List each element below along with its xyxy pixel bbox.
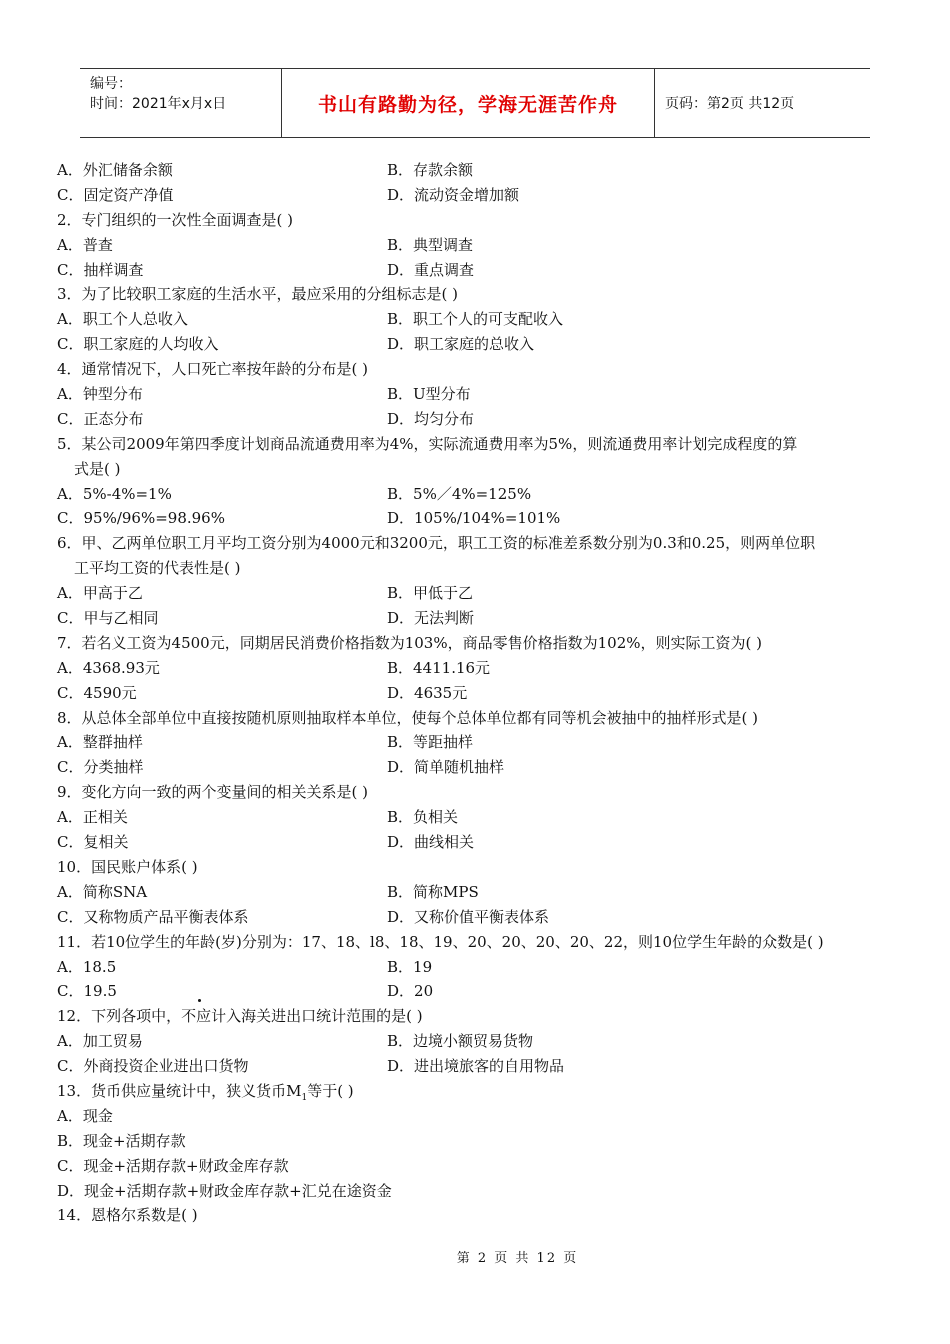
option-right: B．职工个人的可支配收入 (387, 310, 564, 329)
option-left: A．外汇储备余额 (57, 161, 173, 179)
emphasis-dot (198, 999, 201, 1002)
option-right: B．4411.16元 (387, 658, 491, 677)
question-line: B．现金+活期存款 (57, 1131, 186, 1150)
option-right: B．负相关 (387, 808, 459, 827)
option-left: A．钟型分布 (57, 385, 143, 404)
question-line: 2．专门组织的一次性全面调查是( ) (57, 210, 294, 229)
option-right: D．105%/104%=101% (387, 509, 561, 528)
option-row (57, 1054, 907, 1079)
question-line: 11．若10位学生的年龄(岁)分别为：17、18、l8、18、19、20、20、20、20、22，则10位学生年龄的众数是( ) (57, 932, 824, 951)
option-right: B．U型分布 (387, 385, 471, 404)
option-left: A．正相关 (57, 808, 128, 827)
option-row (57, 880, 907, 905)
number-label: 编号： (90, 76, 132, 92)
option-row (57, 755, 907, 780)
option-right: B．简称MPS (387, 882, 479, 901)
option-row (57, 830, 907, 855)
option-left: C．4590元 (57, 683, 137, 702)
option-right: D．无法判断 (387, 609, 475, 628)
option-right: B．等距抽样 (387, 733, 474, 752)
option-right: D．简单随机抽样 (387, 758, 505, 777)
subscript: 1 (301, 1092, 308, 1103)
question-line: A．现金 (57, 1106, 113, 1125)
option-left: C．职工家庭的人均收入 (57, 335, 219, 354)
option-left: A．4368.93元 (57, 658, 160, 677)
option-left: C．固定资产净值 (57, 185, 174, 204)
option-row (57, 730, 907, 755)
option-left: C．外商投资企业进出口货物 (57, 1057, 249, 1076)
option-row (57, 1029, 907, 1054)
option-left: A．18.5 (57, 957, 117, 976)
option-row (57, 581, 907, 606)
option-row (57, 332, 907, 357)
option-left: A．整群抽样 (57, 733, 143, 752)
question-line: C．现金+活期存款+财政金库存款 (57, 1156, 289, 1175)
question-line: 13．货币供应量统计中，狭义货币$M_1$等于( ) (57, 1081, 354, 1103)
option-left: C．又称物质产品平衡表体系 (57, 907, 249, 926)
time-label: 时间：2021年x月x日 (90, 96, 227, 112)
option-row (57, 681, 907, 706)
option-left: C．抽样调查 (57, 260, 144, 279)
option-row (57, 955, 907, 980)
option-row (57, 307, 907, 332)
question-line: D．现金+活期存款+财政金库存款+汇兑在途资金 (57, 1181, 392, 1200)
option-row (57, 905, 907, 930)
option-right: B．典型调查 (387, 235, 474, 254)
option-right: D．重点调查 (387, 260, 475, 279)
option-right: D．均匀分布 (387, 409, 475, 428)
question-line: 3．为了比较职工家庭的生活水平，最应采用的分组标志是( ) (57, 285, 459, 304)
page-info: 页码：第2页 共12页 (665, 96, 795, 112)
option-row (57, 233, 907, 258)
option-left: A．甲高于乙 (57, 584, 143, 603)
page-footer: 第 2 页 共 12 页 (456, 1251, 579, 1266)
slogan: 书山有路勤为径，学海无涯苦作舟 (317, 93, 618, 116)
question-line: 14．恩格尔系数是( ) (57, 1206, 198, 1225)
option-left: A．普查 (57, 235, 113, 254)
question-line: 8．从总体全部单位中直接按随机原则抽取样本单位，使每个总体单位都有同等机会被抽中的抽样形式是( ) (57, 708, 759, 727)
option-row (57, 183, 907, 208)
option-right: D．流动资金增加额 (387, 185, 520, 204)
option-right: B．5%／4%=125% (387, 484, 532, 503)
question-line: 12．下列各项中，不应计入海关进出口统计范围的是( ) (57, 1007, 423, 1026)
option-right: B．边境小额贸易货物 (387, 1032, 534, 1051)
header-slogan-cell (282, 69, 655, 137)
option-left: C．正态分布 (57, 409, 144, 428)
option-right: D．20 (387, 982, 434, 1001)
question-line: 4．通常情况下，人口死亡率按年龄的分布是( ) (57, 360, 369, 379)
option-row (57, 407, 907, 432)
option-row (57, 506, 907, 531)
option-row (57, 482, 907, 507)
header-meta (80, 69, 282, 137)
option-right: D．曲线相关 (387, 833, 475, 852)
option-row (57, 606, 907, 631)
option-right: D．又称价值平衡表体系 (387, 907, 550, 926)
option-row (57, 979, 907, 1004)
option-left: C．复相关 (57, 833, 129, 852)
question-continuation: 工平均工资的代表性是( ) (74, 559, 241, 578)
question-line: 9．变化方向一致的两个变量间的相关关系是( ) (57, 783, 369, 802)
option-left: A．加工贸易 (57, 1032, 143, 1051)
option-right: B．19 (387, 957, 433, 976)
option-row (57, 656, 907, 681)
option-right: D．职工家庭的总收入 (387, 335, 535, 354)
option-row (57, 382, 907, 407)
option-row (57, 158, 907, 183)
option-right: D．进出境旅客的自用物品 (387, 1057, 565, 1076)
option-left: C．甲与乙相同 (57, 609, 159, 628)
option-row (57, 258, 907, 283)
option-left: A．5%-4%=1% (57, 484, 172, 503)
header-page-cell (655, 69, 870, 137)
question-line: 10．国民账户体系( ) (57, 857, 198, 876)
option-left: A．职工个人总收入 (57, 310, 188, 329)
option-left: C．19.5 (57, 982, 117, 1001)
question-line: 5．某公司2009年第四季度计划商品流通费用率为4%，实际流通费用率为5%，则流通费用率计划完成程度的算 (57, 434, 798, 453)
option-right: D．4635元 (387, 683, 468, 702)
page-header (80, 68, 870, 138)
option-left: C．分类抽样 (57, 758, 144, 777)
question-continuation: 式是( ) (74, 459, 121, 478)
question-line: 6．甲、乙两单位职工月平均工资分别为4000元和3200元，职工工资的标准差系数分别为0.3和0.25，则两单位职 (57, 534, 816, 553)
question-list (57, 158, 907, 1228)
option-right: B．甲低于乙 (387, 584, 474, 603)
option-left: C．95%/96%=98.96% (57, 509, 225, 528)
option-left: A．简称SNA (57, 882, 148, 901)
question-line: 7．若名义工资为4500元，同期居民消费价格指数为103%，商品零售价格指数为102%，则实际工资为( ) (57, 633, 762, 652)
option-row (57, 805, 907, 830)
option-right: B．存款余额 (387, 161, 474, 179)
